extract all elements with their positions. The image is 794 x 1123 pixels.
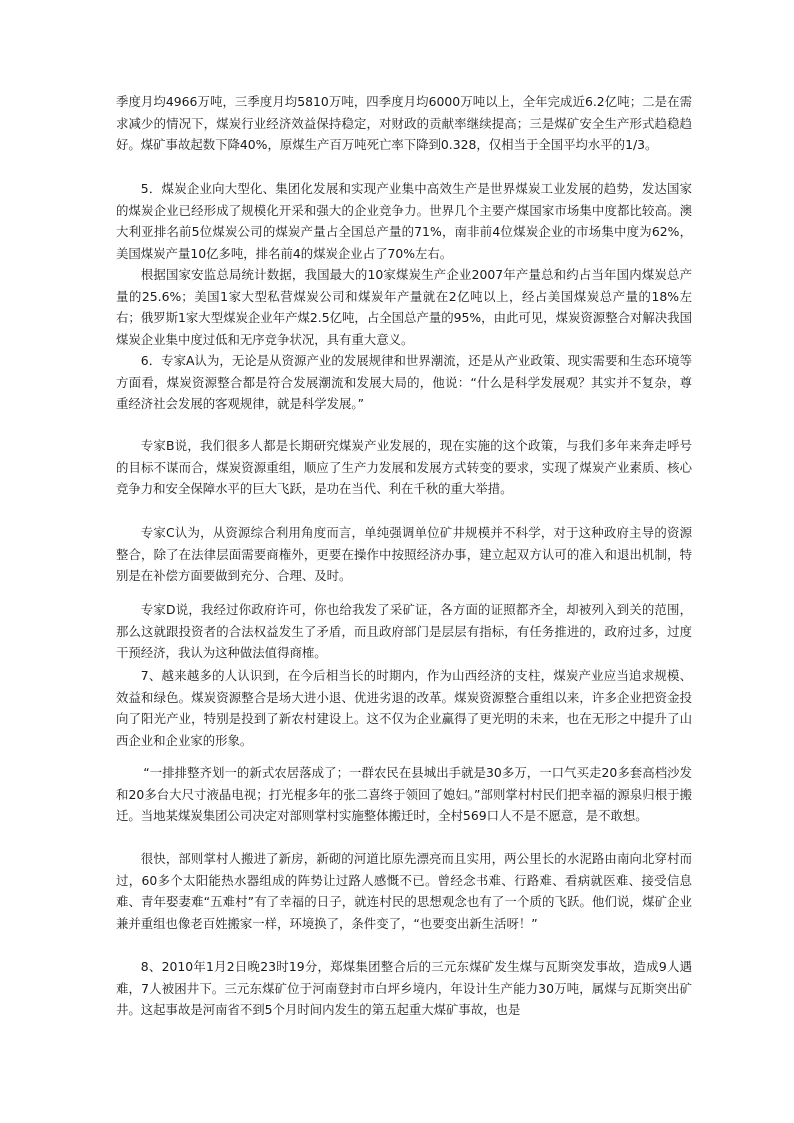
paragraph-production-summary: 季度月均4966万吨，三季度月均5810万吨，四季度月均6000万吨以上，全年完成近6.2亿吨；二是在需求减少的情况下，煤炭行业经济效益保持稳定，对财政的贡献率继续提高；三是煤矿安全生产形式趋稳趋好。煤矿事故起数下降40%，原煤生产百万吨死亡率下降到0.328，仅相当于全国平均水平的1/3。 — [116, 94, 692, 152]
paragraph-point-8-accident: 8、2010年1月2日晚23时19分，郑煤集团整合后的三元东煤矿发生煤与瓦斯突发事故，造成9人遇难，7人被困井下。三元东煤矿位于河南登封市白坪乡境内，年设计生产能力30万吨，属煤与瓦斯突出矿井。这起事故是河南省不到5个月时间内发生的第五起重大煤矿事故，也是 — [116, 959, 692, 1017]
paragraph-expert-b: 专家B说，我们很多人都是长期研究煤炭产业发展的，现在实施的这个政策，与我们多年来奔走呼号的目标不谋而合，煤炭资源重组，顺应了生产力发展和发展方式转变的要求，实现了煤炭产业素质、核心竞争力和安全保障水平的巨大飞跃，是功在当代、利在千秋的重大举措。 — [116, 438, 692, 496]
paragraph-village-quote: “一排排整齐划一的新式农居落成了；一群农民在县城出手就是30多万，一口气买走20多套高档沙发和20多台大尺寸液晶电视；打光棍多年的张二喜终于领回了媳妇。”部则掌村村民们把幸福的源泉归根于搬迁。当地某煤炭集团公司决定对部则掌村实施整体搬迁时，全村569口人不是不愿意，是不敢想。 — [116, 765, 692, 823]
paragraph-expert-c: 专家C认为，从资源综合利用角度而言，单纯强调单位矿井规模并不科学，对于这种政府主导的资源整合，除了在法律层面需要商権外，更要在操作中按照经济办事，建立起双方认可的准入和退出机制，特别是在补偿方面要做到充分、合理、及时。 — [116, 525, 692, 583]
paragraph-point-6-expert-a: 6．专家A认为，无论是从资源产业的发展规律和世界潮流，还是从产业政策、现实需要和生态环境等方面看，煤炭资源整合都是符合发展潮流和发展大局的，他说：“什么是科学发展观？其实并不复杂，尊重经济社会发展的客观规律，就是科学发展。” — [116, 353, 692, 411]
paragraph-village-new-life: 很快，部则掌村人搬进了新房，新砌的河道比原先漂亮而且实用，两公里长的水泥路由南向北穿村而过，60多个太阳能热水器组成的阵势让过路人感慨不已。曾经念书难、行路难、看病就医难、接受信息难、青年娶妻难“五难村”有了幸福的日子，就连村民的思想观念也有了一个质的飞跃。他们说，煤矿企业兼并重组也像老百姓搬家一样，环境换了，条件变了，“也要变出新生活呀！” — [116, 851, 692, 931]
paragraph-expert-d: 专家D说，我经过你政府许可，你也给我发了采矿证，各方面的证照都齐全，却被列入到关的范围，那么这就跟投资者的合法权益发生了矛盾，而且政府部门是层层有指标，有任务推进的，政府过多，过度干预经济，我认为这种做法值得商榷。 — [116, 602, 692, 660]
paragraph-statistics: 根据国家安监总局统计数据，我国最大的10家煤炭生产企业2007年产量总和约占当年国内煤炭总产量的25.6%；美国1家大型私营煤炭公司和煤炭年产量就在2亿吨以上，经占美国煤炭总产量的18%左右；俄罗斯1家大型煤炭企业年产煤2.5亿吨，占全国总产量的95%，由此可见，煤炭资源整合对解决我国煤炭企业集中度过低和无序竞争状况，具有重大意义。 — [116, 267, 692, 347]
paragraph-point-7-development: 7、越来越多的人认识到，在今后相当长的时期内，作为山西经济的支柱，煤炭产业应当追求规模、效益和绿色。煤炭资源整合是场大进小退、优进劣退的改革。煤炭资源整合重组以来，许多企业把资金投向了阳光产业，特别是投到了新农村建设上。这不仅为企业赢得了更光明的未来，也在无形之中提升了山西企业和企业家的形象。 — [116, 668, 692, 748]
paragraph-point-5-concentration: 5．煤炭企业向大型化、集团化发展和实现产业集中高效生产是世界煤炭工业发展的趋势，发达国家的煤炭企业已经形成了规模化开采和强大的企业竞争力。世界几个主要产煤国家市场集中度都比较高。澳大利亚排名前5位煤炭公司的煤炭产量占全国总产量的71%，南非前4位煤炭企业的市场集中度为62%，美国煤炭产量10亿多吨，排名前4的煤炭企业占了70%左右。 — [116, 181, 692, 261]
